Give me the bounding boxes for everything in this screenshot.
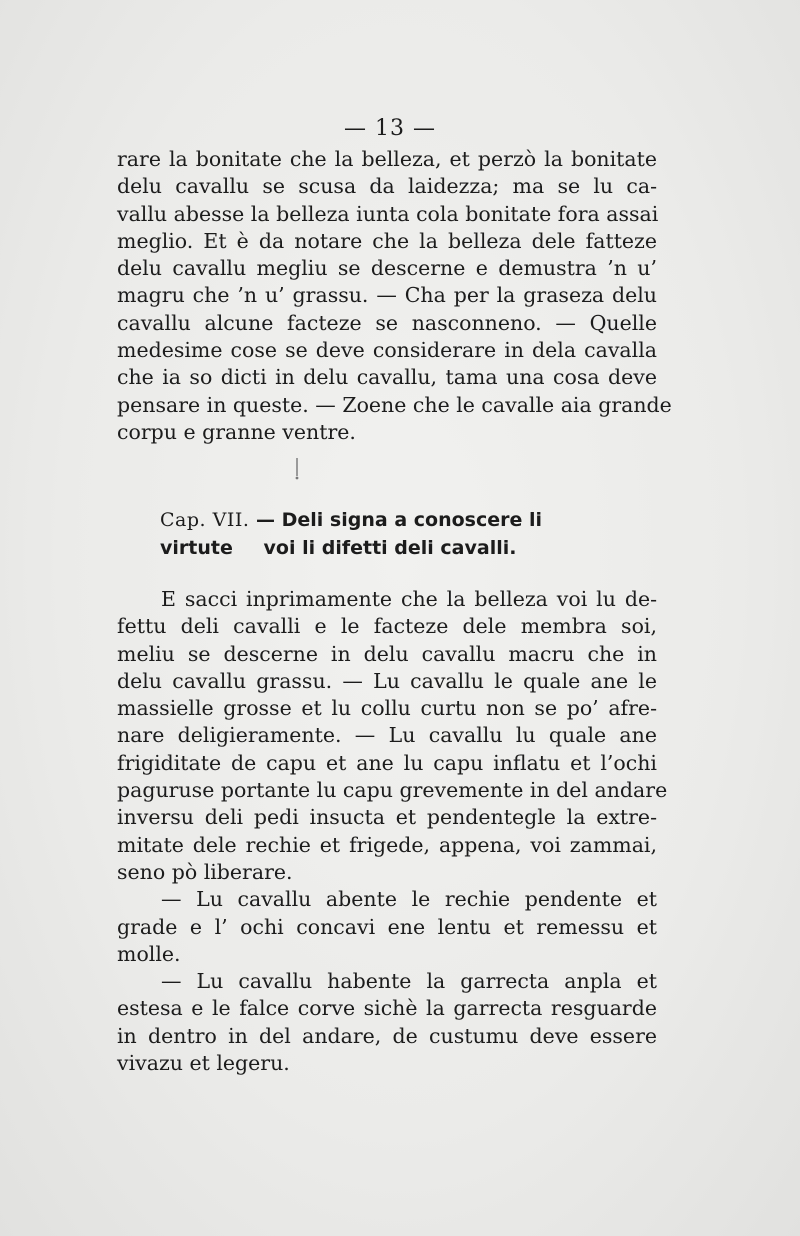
text-line: estesa e le falce corve sichè la garrecta resguarde: [117, 996, 657, 1021]
text-line: seno pò liberare.: [117, 859, 293, 884]
text-line: grade e l’ ochi concavi ene lentu et remessu et: [117, 914, 657, 939]
text-line: massielle grosse et lu collu curtu non se po’ afre-: [117, 696, 657, 721]
text-line: delu cavallu se scusa da laidezza; ma se lu ca-: [117, 174, 657, 199]
text-line: — Lu cavallu abente le rechie pendente et: [161, 887, 657, 912]
text-line: rare la bonitate che la belleza, et perzò la bonitate: [117, 147, 657, 171]
chapter-number: Cap. VII.: [160, 509, 250, 531]
text-line: paguruse portante lu capu grevemente in del andare: [117, 778, 668, 803]
paragraph-2: [117, 586, 668, 1077]
text-line: cavallu alcune facteze se nasconneno. — Quelle: [117, 310, 657, 335]
text-line: che ia so dicti in delu cavallu, tama una cosa deve: [117, 365, 657, 390]
text-line: inversu deli pedi insucta et pendentegle la extre-: [117, 805, 657, 830]
text-line: pensare in queste. — Zoene che le cavalle aia grande: [117, 392, 672, 417]
chapter-title-line-1: — Deli signa a conoscere li virtute: [160, 509, 542, 559]
text-line: nare deligieramente. — Lu cavallu lu quale ane: [117, 723, 657, 748]
text-line: — Lu cavallu habente la garrecta anpla et: [161, 969, 657, 994]
page-number: — 13 —: [344, 116, 436, 141]
text-line: E sacci inprimamente che la belleza voi lu de-: [161, 587, 657, 611]
ornament-mark: [293, 458, 301, 480]
text-line: fettu deli cavalli e le facteze dele membra soi,: [117, 614, 657, 639]
chapter-title-line-2: voi li difetti deli cavalli.: [263, 537, 517, 559]
chapter-heading-continued: [120, 534, 660, 562]
text-line: mitate dele rechie et frigede, appena, voi zammai,: [117, 832, 657, 857]
paragraph-1: [117, 146, 672, 446]
text-line: frigiditate de capu et ane lu capu inflatu et l’ochi: [117, 750, 657, 775]
text-line: corpu e granne ventre.: [117, 419, 356, 444]
text-line: delu cavallu grassu. — Lu cavallu le quale ane le: [117, 668, 657, 693]
text-line: magru che ’n u’ grassu. — Cha per la graseza delu: [117, 283, 657, 308]
text-line: meglio. Et è da notare che la belleza dele fatteze: [117, 228, 657, 253]
text-line: vallu abesse la belleza iunta cola bonitate fora assai: [117, 201, 659, 226]
text-line: molle.: [117, 941, 181, 966]
text-line: medesime cose se deve considerare in dela cavalla: [117, 338, 657, 363]
text-line: meliu se descerne in delu cavallu macru che in: [117, 641, 657, 666]
text-line: delu cavallu megliu se descerne e demustra ’n u’: [117, 256, 657, 281]
text-line: in dentro in del andare, de custumu deve essere: [117, 1023, 657, 1048]
text-line: vivazu et legeru.: [117, 1051, 290, 1076]
